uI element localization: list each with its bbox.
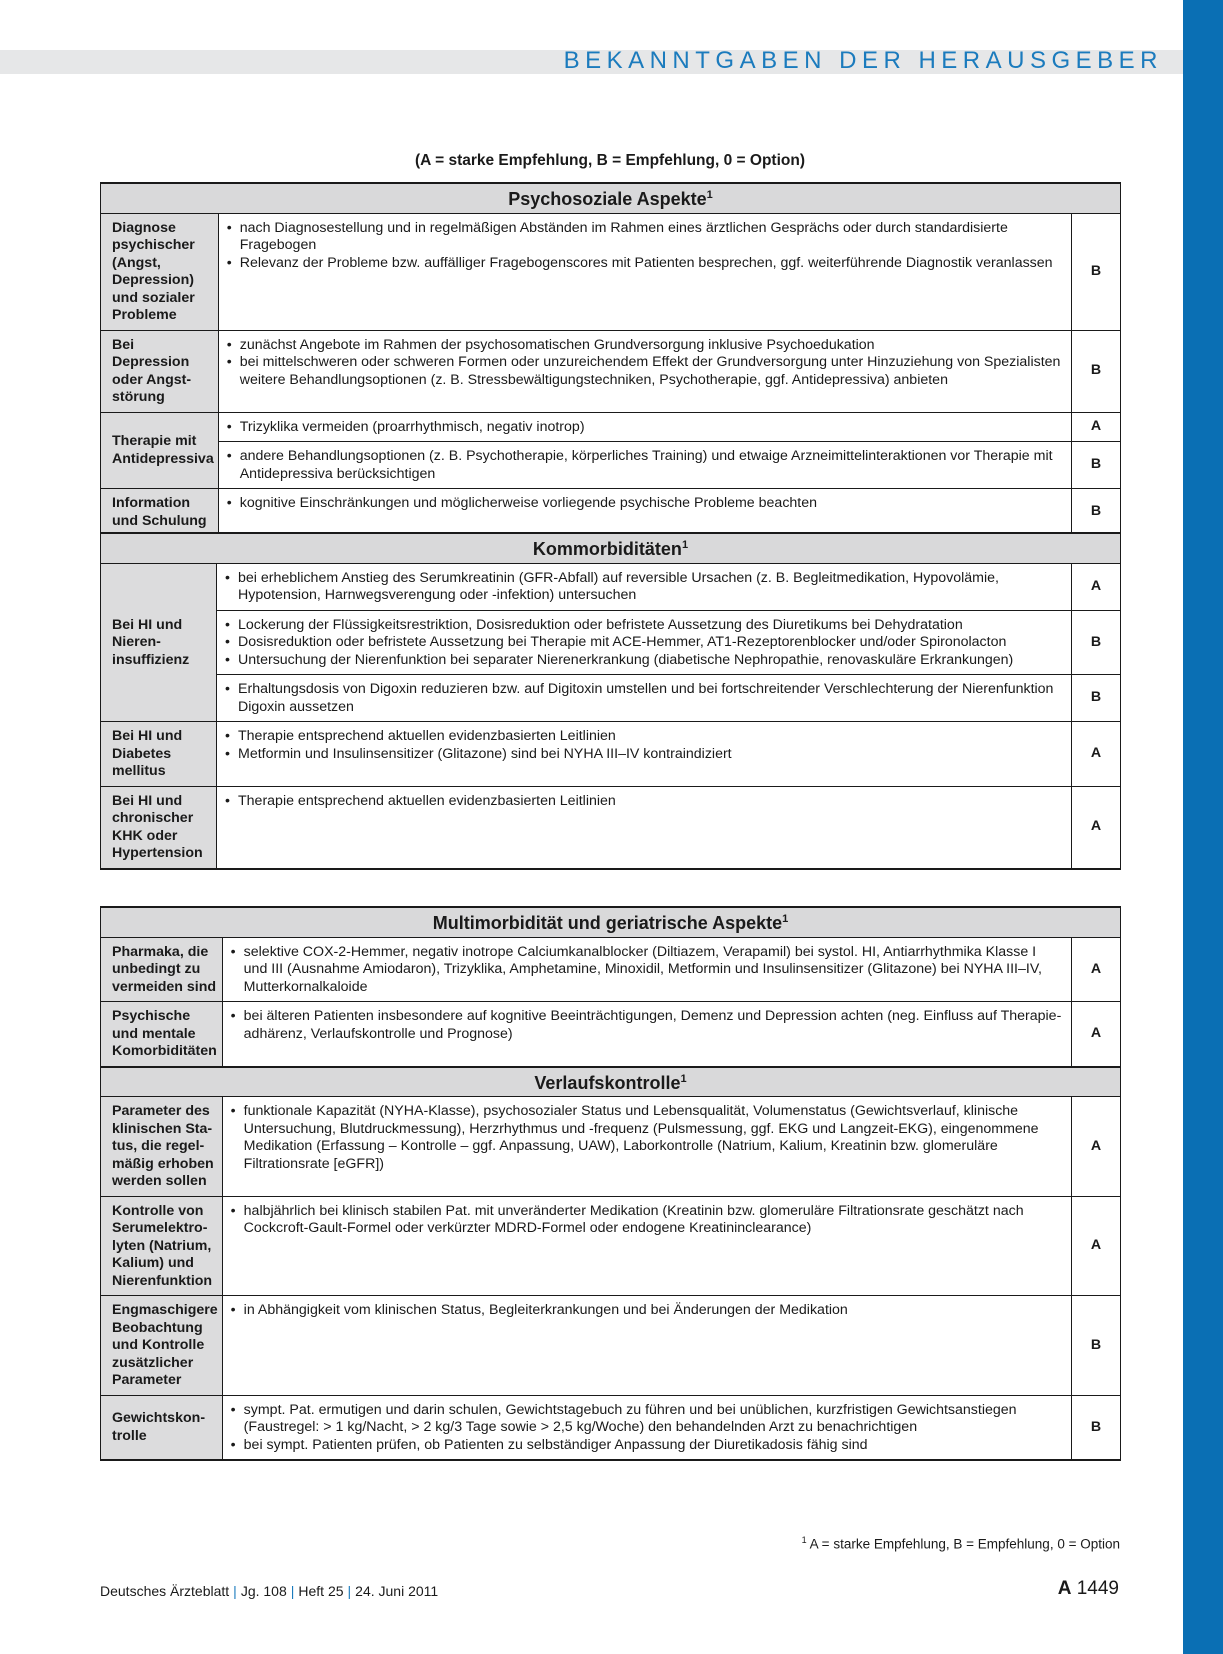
table-row xyxy=(101,442,1121,489)
grade-cell: B xyxy=(1072,442,1121,489)
table-row xyxy=(101,1196,1121,1296)
list-item: • bei sympt. Patienten prüfen, ob Patienten zu selbständiger Anpassung der Diuretikadosis fähig sind xyxy=(230,1436,868,1453)
table-multimorbiditaet-verlaufskontrolle xyxy=(100,906,1121,1461)
grade-cell: B xyxy=(1072,213,1121,330)
row-content xyxy=(218,489,1071,537)
journal-name: Deutsches Ärzteblatt xyxy=(100,1583,230,1599)
list-item: • andere Behandlungsoptionen (z. B. Psychotherapie, körperliches Training) und etwaige Arzneimittelinteraktionen vor Therapie mit Antidepressiva berücksichtigen xyxy=(226,448,1053,482)
row-content xyxy=(222,937,1071,1002)
row-label: Kontrolle von Serumelektrolyten (Natrium, Kalium) und Nierenfunktion xyxy=(101,1196,223,1296)
list-item: • Metformin und Insulinsensitizer (Glitazone) sind bei NYHA III–IV kontraindiziert xyxy=(225,745,732,762)
list-item: • halbjährlich bei klinisch stabilen Pat. mit unveränderter Medikation (Kreatinin bzw. glomeruläre Filtrationsrate geschätzt nach Cockcroft-Gault-Formel oder verkürzter MDRD-Formel oder endogene Kreatininclearance) xyxy=(230,1202,1024,1236)
list-item: • Dosisreduktion oder befristete Aussetzung bei Therapie mit ACE-Hemmer, AT1-Rezeptorenblocker und/oder Spironolacton xyxy=(225,634,1007,650)
grade-cell: A xyxy=(1072,786,1121,869)
row-content xyxy=(218,330,1071,412)
row-content xyxy=(218,442,1071,489)
list-item: • Lockerung der Flüssigkeitsrestriktion, Dosisreduktion oder befristete Aussetzung des Diuretikums bei Dehydratation xyxy=(225,616,963,633)
grade-cell: A xyxy=(1072,1002,1121,1067)
page-number: A 1449 xyxy=(1057,1578,1119,1599)
table-row xyxy=(101,675,1121,722)
table-kommorbiditaeten xyxy=(100,532,1121,870)
row-label: Bei HI und Diabetes mellitus xyxy=(101,722,217,787)
row-label: Diagnose psychischer (Angst, Depression) und sozialer Probleme xyxy=(101,213,219,330)
row-content xyxy=(222,1097,1071,1197)
list-item: • bei erheblichem Anstieg des Serumkreatinin (GFR-Abfall) auf reversible Ursachen (z. B. Begleitmedikation, Hypovolämie, Hypotension, Harnwegsverengung oder -infektion) untersuchen xyxy=(225,569,999,603)
list-item: • bei mittelschweren oder schweren Formen oder unzureichendem Effekt der Grundversorgung unter Hinzuziehung von Spezialisten weitere Behandlungsoptionen (z. B. Stressbewältigungstechniken, Psychotherapie, ggf. Antidepressiva) anbieten xyxy=(226,354,1061,388)
table-row xyxy=(101,330,1121,412)
row-content xyxy=(222,1002,1071,1067)
row-content xyxy=(222,1296,1071,1396)
grade-cell: A xyxy=(1072,722,1121,787)
list-item: • zunächst Angebote im Rahmen der psychosomatischen Grundversorgung inklusive Psychoedukation xyxy=(226,336,875,353)
grade-legend: (A = starke Empfehlung, B = Empfehlung, 0 = Option) xyxy=(415,152,805,169)
table-row xyxy=(101,937,1121,1002)
grade-cell: B xyxy=(1072,610,1121,675)
row-label: Bei HI und Niereninsuffizienz xyxy=(101,563,217,722)
list-item: • Therapie entsprechend aktuellen evidenzbasierten Leitlinien xyxy=(225,728,616,744)
table-row xyxy=(101,1097,1121,1197)
grade-cell: A xyxy=(1072,563,1121,610)
row-label: Engmaschigere Beobachtung und Kontrolle zusätzlicher Parameter xyxy=(101,1296,223,1396)
grade-cell: B xyxy=(1072,1395,1121,1460)
table-row xyxy=(101,1296,1121,1396)
row-label: Psychische und mentale Komorbiditäten xyxy=(101,1002,223,1067)
table-row xyxy=(101,563,1121,610)
footer-citation: Deutsches Ärzteblatt | Jg. 108 | Heft 25 | 24. Juni 2011 xyxy=(100,1583,439,1599)
row-content xyxy=(218,412,1071,442)
row-content xyxy=(217,563,1072,610)
row-content xyxy=(217,786,1072,869)
grade-cell: B xyxy=(1072,489,1121,537)
list-item: • Therapie entsprechend aktuellen evidenzbasierten Leitlinien xyxy=(225,792,616,809)
table-title: Multimorbidität und geriatrische Aspekte$^1$ xyxy=(101,907,1121,937)
table-title: Psychosoziale Aspekte$^1$ xyxy=(101,183,1121,213)
row-content xyxy=(217,610,1072,675)
list-item: • Trizyklika vermeiden (proarrhythmisch, negativ inotrop) xyxy=(226,418,585,435)
journal-issue: Heft 25 xyxy=(298,1583,344,1599)
row-label: Bei HI und chronischer KHK oder Hypertension xyxy=(101,786,217,869)
row-content xyxy=(218,213,1071,330)
grade-cell: A xyxy=(1072,1196,1121,1296)
list-item: • kognitive Einschränkungen und möglicherweise vorliegende psychische Probleme beachten xyxy=(226,495,818,511)
table-row xyxy=(101,1395,1121,1460)
grade-cell: B xyxy=(1072,1296,1121,1396)
row-label: Therapie mit Antidepressiva xyxy=(101,412,219,489)
row-label: Gewichtskontrolle xyxy=(101,1395,223,1460)
list-item: • selektive COX-2-Hemmer, negativ inotrope Calciumkanalblocker (Diltiazem, Verapamil) bei systol. HI, Antiarrhythmika Klasse I und III (Ausnahme Amiodaron), Trizyklika, Amphetamine, Minoxidil, Metformin und Insulinsensitizer (Glitazone) bei NYHA III–IV, Mutterkornalkaloide xyxy=(230,943,1042,995)
table-row xyxy=(101,722,1121,787)
table-subtitle: Verlaufskontrolle$^1$ xyxy=(101,1067,1121,1097)
table-row xyxy=(101,786,1121,869)
table-row xyxy=(101,1002,1121,1067)
row-content xyxy=(222,1196,1071,1296)
grade-cell: A xyxy=(1072,937,1121,1002)
section-title: BEKANNTGABEN DER HERAUSGEBER xyxy=(563,47,1163,74)
row-label: Pharmaka, die unbedingt zu vermeiden sind xyxy=(101,937,223,1002)
row-label: Bei Depression oder Angststörung xyxy=(101,330,219,412)
list-item: • bei älteren Patienten insbesondere auf kognitive Beeinträchtigungen, Demenz und Depression achten (neg. Einfluss auf Therapieadhärenz, Verlaufskontrolle und Prognose) xyxy=(230,1008,1062,1042)
list-item: • Relevanz der Probleme bzw. auffälliger Fragebogenscores mit Patienten besprechen, ggf. weiterführende Diagnostik veranlassen xyxy=(226,254,1053,271)
journal-volume: Jg. 108 xyxy=(240,1583,287,1599)
grade-cell: B xyxy=(1072,675,1121,722)
journal-date: 24. Juni 2011 xyxy=(355,1583,439,1599)
list-item: • nach Diagnosestellung und in regelmäßigen Abständen im Rahmen eines ärztlichen Gesprächs oder durch standardisierte Fragebogen xyxy=(226,219,1008,253)
list-item: • Erhaltungsdosis von Digoxin reduzieren bzw. auf Digitoxin umstellen und bei fortschreitender Verschlechterung der Nierenfunktion Digoxin aussetzen xyxy=(225,681,1054,715)
table-psychosoziale-aspekte xyxy=(100,182,1121,537)
table-title: Kommorbiditäten$^1$ xyxy=(101,533,1121,563)
row-content xyxy=(217,722,1072,787)
list-item: • in Abhängigkeit vom klinischen Status, Begleiterkrankungen und bei Änderungen der Medikation xyxy=(230,1302,848,1318)
row-content xyxy=(217,675,1072,722)
table-row xyxy=(101,213,1121,330)
grade-cell: B xyxy=(1072,330,1121,412)
list-item: • sympt. Pat. ermutigen und darin schulen, Gewichtstagebuch zu führen und bei unüblichen, kurzfristigen Gewichtsanstiegen (Faustregel: > 1 kg/Nacht, > 2 kg/3 Tage sowie > 2,5 kg/Woche) den behandelnden Arzt zu benachrichtigen xyxy=(230,1401,1017,1435)
grade-cell: A xyxy=(1072,1097,1121,1197)
table-row xyxy=(101,412,1121,442)
grade-cell: A xyxy=(1072,412,1121,442)
list-item: • funktionale Kapazität (NYHA-Klasse), psychosozialer Status und Lebensqualität, Volumenstatus (Gewichtsverlauf, klinische Untersuchung, Blutdruckmessung), Herzrhythmus und -frequenz (Pulsmessung, ggf. EKG und Langzeit-EKG), eingenommene Medikation (Erfassung – Kontrolle – ggf. Anpassung, UAW), Laborkontrolle (Natrium, Kalium, Kreatinin bzw. glomeruläre Filtrationsrate [eGFR]) xyxy=(230,1103,1039,1172)
list-item: • Untersuchung der Nierenfunktion bei separater Nierenerkrankung (diabetische Nephropathie, renovaskuläre Erkrankungen) xyxy=(225,651,1014,668)
row-content xyxy=(222,1395,1071,1460)
row-label: Information und Schulung xyxy=(101,489,219,537)
table-row xyxy=(101,489,1121,537)
row-label: Parameter des klinischen Status, die regelmäßig erhoben werden sollen xyxy=(101,1097,223,1197)
table-row xyxy=(101,610,1121,675)
footnote: $^1$ A = starke Empfehlung, B = Empfehlung, 0 = Option xyxy=(801,1535,1120,1552)
side-color-bar xyxy=(1183,0,1223,1654)
